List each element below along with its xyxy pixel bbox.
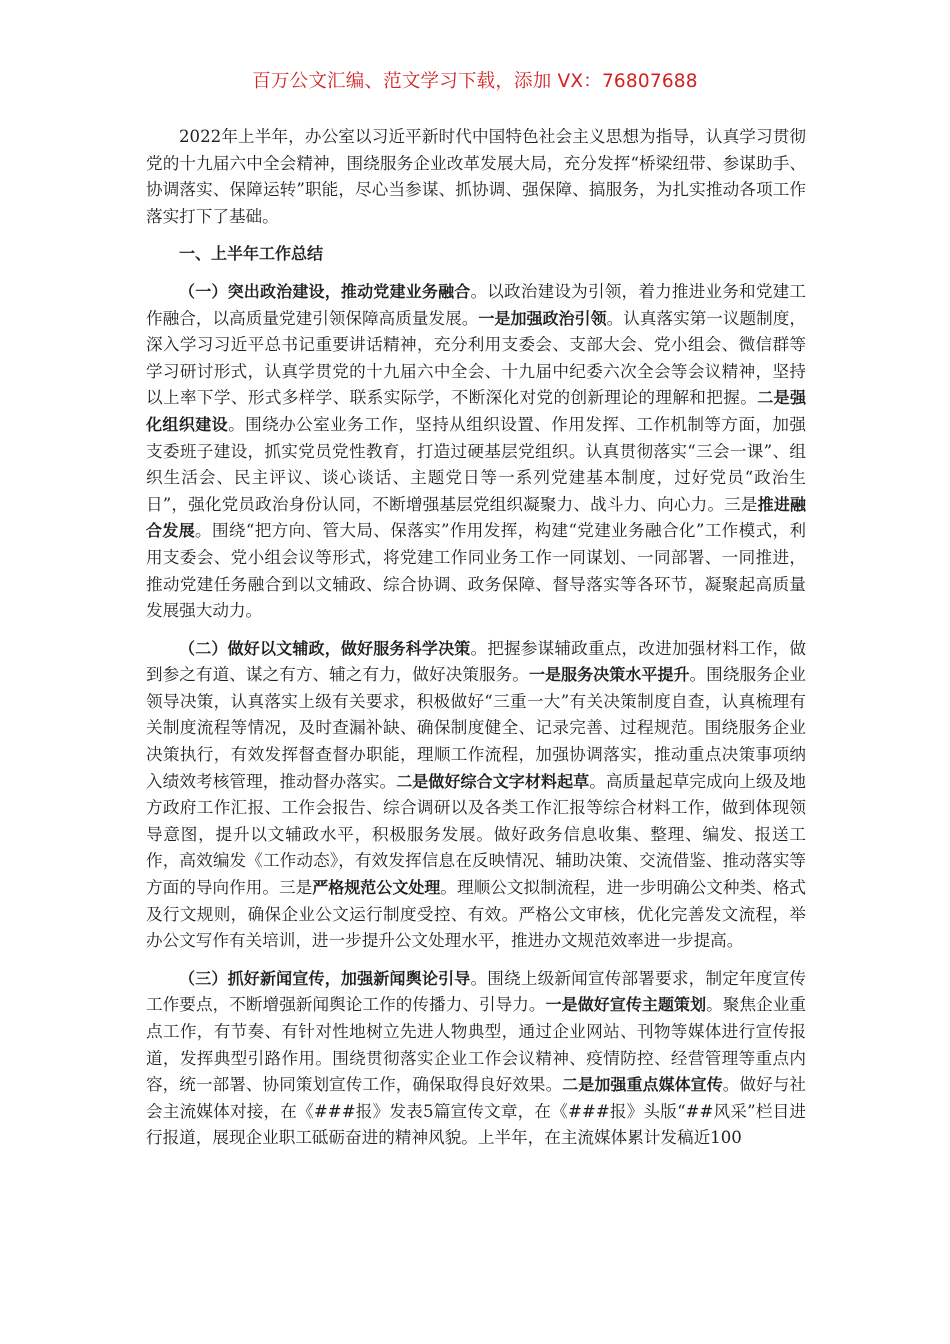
text-segment: 。认真落实第一议题制度，深入学习习近平总书记重要讲话精神，充分利用支委会、支部大会、党小组会、微信群等学习研讨形式，认真学贯党的十九届六中全会、十九届中纪委六次全会等会议精神，坚持以上率下学、形式多样学、联系实际学，不断深化对党的创新理论的理解和把握。 xyxy=(146,308,806,408)
point-heading: 一是加强政治引领 xyxy=(478,308,607,328)
document-body xyxy=(146,124,806,1163)
point-heading: 严格规范公文处理 xyxy=(312,878,441,898)
point-heading: 二是做好综合文字材料起草 xyxy=(396,771,590,791)
text-segment: 。做好与社会主流媒体对接，在《###报》发表5篇宣传文章，在《###报》头版“##风采”栏目进行报道，展现企业职工砥砺奋进的精神风貌。上半年，在主流媒体累计发稿近100 xyxy=(146,1075,806,1148)
point-heading: 推进融合发展 xyxy=(146,494,806,541)
text-segment: 。围绕“把方向、管大局、保落实”作用发挥，构建“党建业务融合化”工作模式，利用支委会、党小组会议等形式，将党建工作同业务工作一同谋划、一同部署、一同推进，推动党建任务融合到以文辅政、综合协调、政务保障、督导落实等各环节，凝聚起高质量发展强大动力。 xyxy=(146,521,806,621)
text-segment: 。把握参谋辅政重点，改进加强材料工作，做到参之有道、谋之有方、辅之有力，做好决策服务。 xyxy=(146,638,806,685)
paragraph-writing xyxy=(146,636,806,955)
text-segment: 。聚焦企业重点工作，有节奏、有针对性地树立先进人物典型，通过企业网站、刊物等媒体进行宣传报道，发挥典型引路作用。围绕贯彻落实企业工作会议精神、疫情防控、经营管理等重点内容，统一部署、协同策划宣传工作，确保取得良好效果。 xyxy=(146,995,806,1095)
point-heading: 二是强化组织建设 xyxy=(146,388,806,434)
paragraph-publicity xyxy=(146,966,806,1152)
subheading-writing: （二）做好以文辅政，做好服务科学决策 xyxy=(179,638,471,658)
intro-paragraph: 2022年上半年，办公室以习近平新时代中国特色社会主义思想为指导，认真学习贯彻党的十九届六中全会精神，围绕服务企业改革发展大局，充分发挥“桥梁纽带、参谋助手、协调落实、保障运转”职能，尽心当参谋、抓协调、强保障、搞服务，为扎实推动各项工作落实打下了基础。 xyxy=(146,127,806,226)
text-segment: 。以政治建设为引领，着力推进业务和党建工作融合，以高质量党建引领保障高质量发展。 xyxy=(146,281,806,328)
text-segment: 。围绕服务企业领导决策，认真落实上级有关要求，积极做好“三重一大”有关决策制度自查，认真梳理有关制度流程等情况，及时查漏补缺、确保制度健全、记录完善、过程规范。围绕服务企业决策执行，有效发挥督查督办职能，理顺工作流程，加强协调落实，推动重点决策事项纳入绩效考核管理，推动督办落实。 xyxy=(146,665,806,791)
point-heading: 二是加强重点媒体宣传 xyxy=(562,1075,723,1095)
point-heading: 一是做好宣传主题策划 xyxy=(545,995,707,1015)
text-segment: 。围绕上级新闻宣传部署要求，制定年度宣传工作要点，不断增强新闻舆论工作的传播力、引导力。 xyxy=(146,968,806,1015)
text-segment: 。围绕办公室业务工作，坚持从组织设置、作用发挥、工作机制等方面，加强支委班子建设，抓实党员党性教育，打造过硬基层党组织。认真贯彻落实“三会一课”、组织生活会、民主评议、谈心谈话、主题党日等一系列党建基本制度，过好党员“政治生日”，强化党员政治身份认同，不断增强基层党组织凝聚力、战斗力、向心力。三是 xyxy=(146,414,806,514)
text-segment: 。理顺公文拟制流程，进一步明确公文种类、格式及行文规则，确保企业公文运行制度受控、有效。严格公文审核，优化完善发文流程，举办公文写作有关培训，进一步提升公文处理水平，推进办文规范效率进一步提高。 xyxy=(146,878,806,951)
text-segment: 。高质量起草完成向上级及地方政府工作汇报、工作会报告、综合调研以及各类工作汇报等综合材料工作，做到体现领导意图，提升以文辅政水平，积极服务发展。做好政务信息收集、整理、编发、报送工作，高效编发《工作动态》，有效发挥信息在反映情况、辅助决策、交流借鉴、推动落实等方面的导向作用。三是 xyxy=(146,771,807,898)
subheading-politics: （一）突出政治建设，推动党建业务融合 xyxy=(179,281,471,301)
subheading-publicity: （三）抓好新闻宣传，加强新闻舆论引导 xyxy=(179,968,471,988)
paragraph-politics xyxy=(146,279,806,625)
point-heading: 一是服务决策水平提升 xyxy=(528,665,690,685)
header-banner: 百万公文汇编、范文学习下载，添加 VX：76807688 xyxy=(252,71,698,92)
section-heading: 一、上半年工作总结 xyxy=(179,244,324,264)
